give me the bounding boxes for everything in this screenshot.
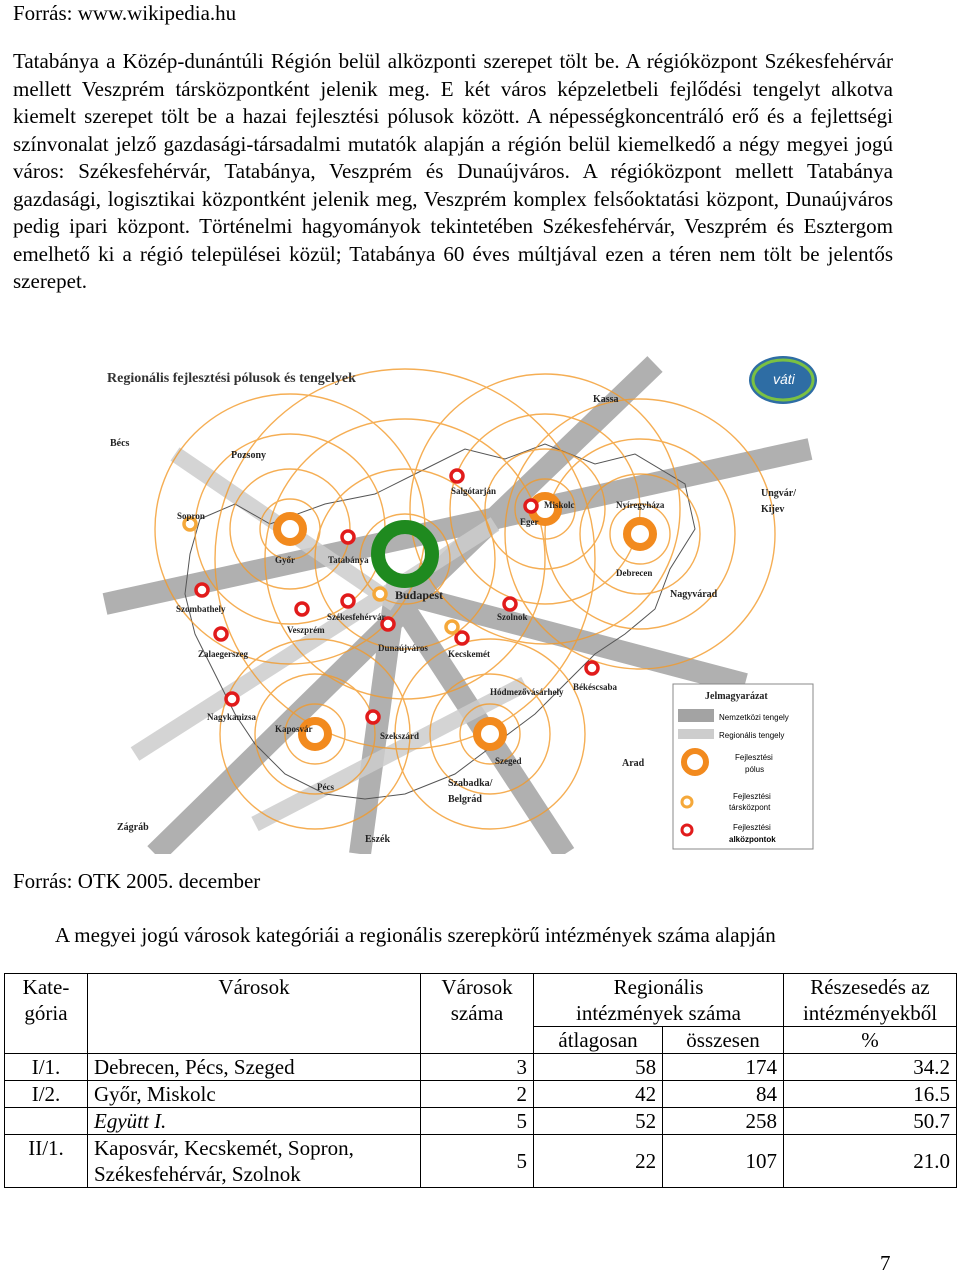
header-kategoria: Kate- gória (5, 974, 88, 1054)
map-title: Regionális fejlesztési pólusok és tengelyek (107, 371, 356, 386)
label-szekszard: Szekszárd (380, 731, 419, 741)
cell-varosok: Együtt I. (88, 1108, 421, 1135)
legend-pole: Fejlesztési (735, 753, 773, 762)
vati-logo (749, 356, 817, 404)
cell-ossz: 258 (663, 1108, 784, 1135)
header-percent: % (784, 1027, 957, 1054)
svg-text:alközpontok: alközpontok (729, 835, 776, 844)
cell-varosok: Kaposvár, Kecskemét, Sopron, Székesfehérvár, Szolnok (88, 1135, 421, 1188)
label-kijev: Kijev (761, 504, 785, 515)
cell-pct: 34.2 (784, 1054, 957, 1081)
cell-varosok: Győr, Miskolc (88, 1081, 421, 1108)
table-row (5, 1108, 957, 1135)
map-source: Forrás: OTK 2005. december (13, 869, 261, 893)
cell-atl: 22 (534, 1135, 663, 1188)
label-tatabanya: Tatabánya (328, 555, 369, 565)
legend-reg: Regionális tengely (719, 731, 785, 740)
table-row (5, 1081, 957, 1108)
label-miskolc: Miskolc (544, 500, 575, 510)
cell-kat: I/1. (5, 1054, 88, 1081)
body-paragraph: Tatabánya a Közép-dunántúli Régión belül alközponti szerepet tölt be. A régióközpont Székesfehérvár mellett Veszprém társközpontként jelenik meg. E két város képzeletbeli fejlődési tengelyt alkotva kiemelt szerepet tölt be a hazai fejlesztési pólusok között. A népességkoncentráló erő és a fejlettségi színvonalat jelző gazdasági-társadalmi mutatók alapján a régión belül kiemelkedő a négy megyei jogú város: Székesfehérvár, Tatabánya, Veszprém és Dunaújváros. A régióközpont mellett Tatabánya gazdasági, logisztikai központként jelenik meg, Veszprém komplex felsőoktatási központ, Dunaújváros pedig ipari központ. Történelmi hagyományok tekintetében Székesfehérvár, Veszprém és Esztergom emelhető ki a régió települései közül; Tatabánya 60 éves múltjával ezen a téren nem tölt be jelentős szerepet. (13, 49, 893, 293)
cell-pct: 50.7 (784, 1108, 957, 1135)
label-belgrad: Belgrád (448, 794, 482, 805)
category-table (4, 973, 957, 1188)
header-reszesedes: Részesedés az intézményekből (784, 974, 957, 1027)
cell-pct: 16.5 (784, 1081, 957, 1108)
label-bekescsaba: Békéscsaba (573, 682, 618, 692)
label-hodmezovasarhely: Hódmezővásárhely (490, 687, 564, 697)
label-szolnok: Szolnok (497, 612, 528, 622)
label-eger: Eger (520, 517, 539, 527)
cell-atl: 42 (534, 1081, 663, 1108)
header-regionalis: Regionális intézmények száma (534, 974, 784, 1027)
label-eszek: Eszék (365, 834, 390, 845)
label-kaposvar: Kaposvár (275, 724, 313, 734)
cell-varosok: Debrecen, Pécs, Szeged (88, 1054, 421, 1081)
label-ungvar: Ungvár/ (761, 488, 796, 499)
cell-atl: 58 (534, 1054, 663, 1081)
label-kecskemet: Kecskemét (448, 649, 490, 659)
development-poles-map (95, 354, 821, 854)
header-osszesen: összesen (663, 1027, 784, 1054)
legend-title: Jelmagyarázat (705, 691, 768, 702)
map-legend (673, 684, 813, 849)
legend-sub: Fejlesztési (733, 823, 771, 832)
label-becs: Bécs (110, 438, 130, 449)
cell-szam: 3 (421, 1054, 534, 1081)
svg-text:pólus: pólus (745, 765, 765, 774)
table-row (5, 1054, 957, 1081)
label-arad: Arad (622, 758, 645, 769)
cell-kat (5, 1108, 88, 1135)
label-sopron: Sopron (177, 511, 205, 521)
label-szabadka: Szabadka/ (448, 778, 493, 789)
legend-intl: Nemzetközi tengely (719, 713, 789, 722)
label-zalaegerszeg: Zalaegerszeg (198, 649, 248, 659)
label-kassa: Kassa (593, 394, 619, 405)
source-top: Forrás: www.wikipedia.hu (13, 1, 237, 25)
label-nagykanizsa: Nagykanizsa (207, 712, 257, 722)
cell-ossz: 174 (663, 1054, 784, 1081)
label-szombathely: Szombathely (176, 604, 226, 614)
label-nagyvarad: Nagyvárad (670, 589, 718, 600)
header-varosok-szama: Városok száma (421, 974, 534, 1054)
cell-ossz: 107 (663, 1135, 784, 1188)
cell-szam: 5 (421, 1135, 534, 1188)
cell-szam: 5 (421, 1108, 534, 1135)
label-pecs: Pécs (317, 782, 334, 792)
label-pozsony: Pozsony (231, 450, 266, 461)
label-salgotarjan: Salgótarján (451, 486, 496, 496)
label-budapest: Budapest (395, 588, 444, 602)
cell-kat: I/2. (5, 1081, 88, 1108)
label-dunaujvaros: Dunaújváros (378, 643, 428, 653)
label-szekesfehervar: Székesfehérvár (327, 612, 386, 622)
label-zagrab: Zágráb (117, 822, 149, 833)
svg-text:társközpont: társközpont (729, 803, 771, 812)
label-nyiregyhaza: Nyíregyháza (616, 500, 665, 510)
header-varosok: Városok (88, 974, 421, 1054)
table-title: A megyei jogú városok kategóriái a regionális szerepkörű intézmények száma alapján (55, 923, 776, 947)
cell-pct: 21.0 (784, 1135, 957, 1188)
page-number: 7 (880, 1251, 891, 1275)
label-veszprem: Veszprém (287, 625, 325, 635)
vati-logo-text: váti (773, 371, 795, 387)
label-szeged: Szeged (495, 756, 522, 766)
table-row (5, 1135, 957, 1188)
table-header-row (5, 974, 957, 1027)
cell-ossz: 84 (663, 1081, 784, 1108)
header-atlagosan: átlagosan (534, 1027, 663, 1054)
cell-atl: 52 (534, 1108, 663, 1135)
cell-szam: 2 (421, 1081, 534, 1108)
cell-kat: II/1. (5, 1135, 88, 1188)
legend-copole: Fejlesztési (733, 792, 771, 801)
label-debrecen: Debrecen (616, 568, 653, 578)
label-gyor: Győr (275, 555, 295, 565)
